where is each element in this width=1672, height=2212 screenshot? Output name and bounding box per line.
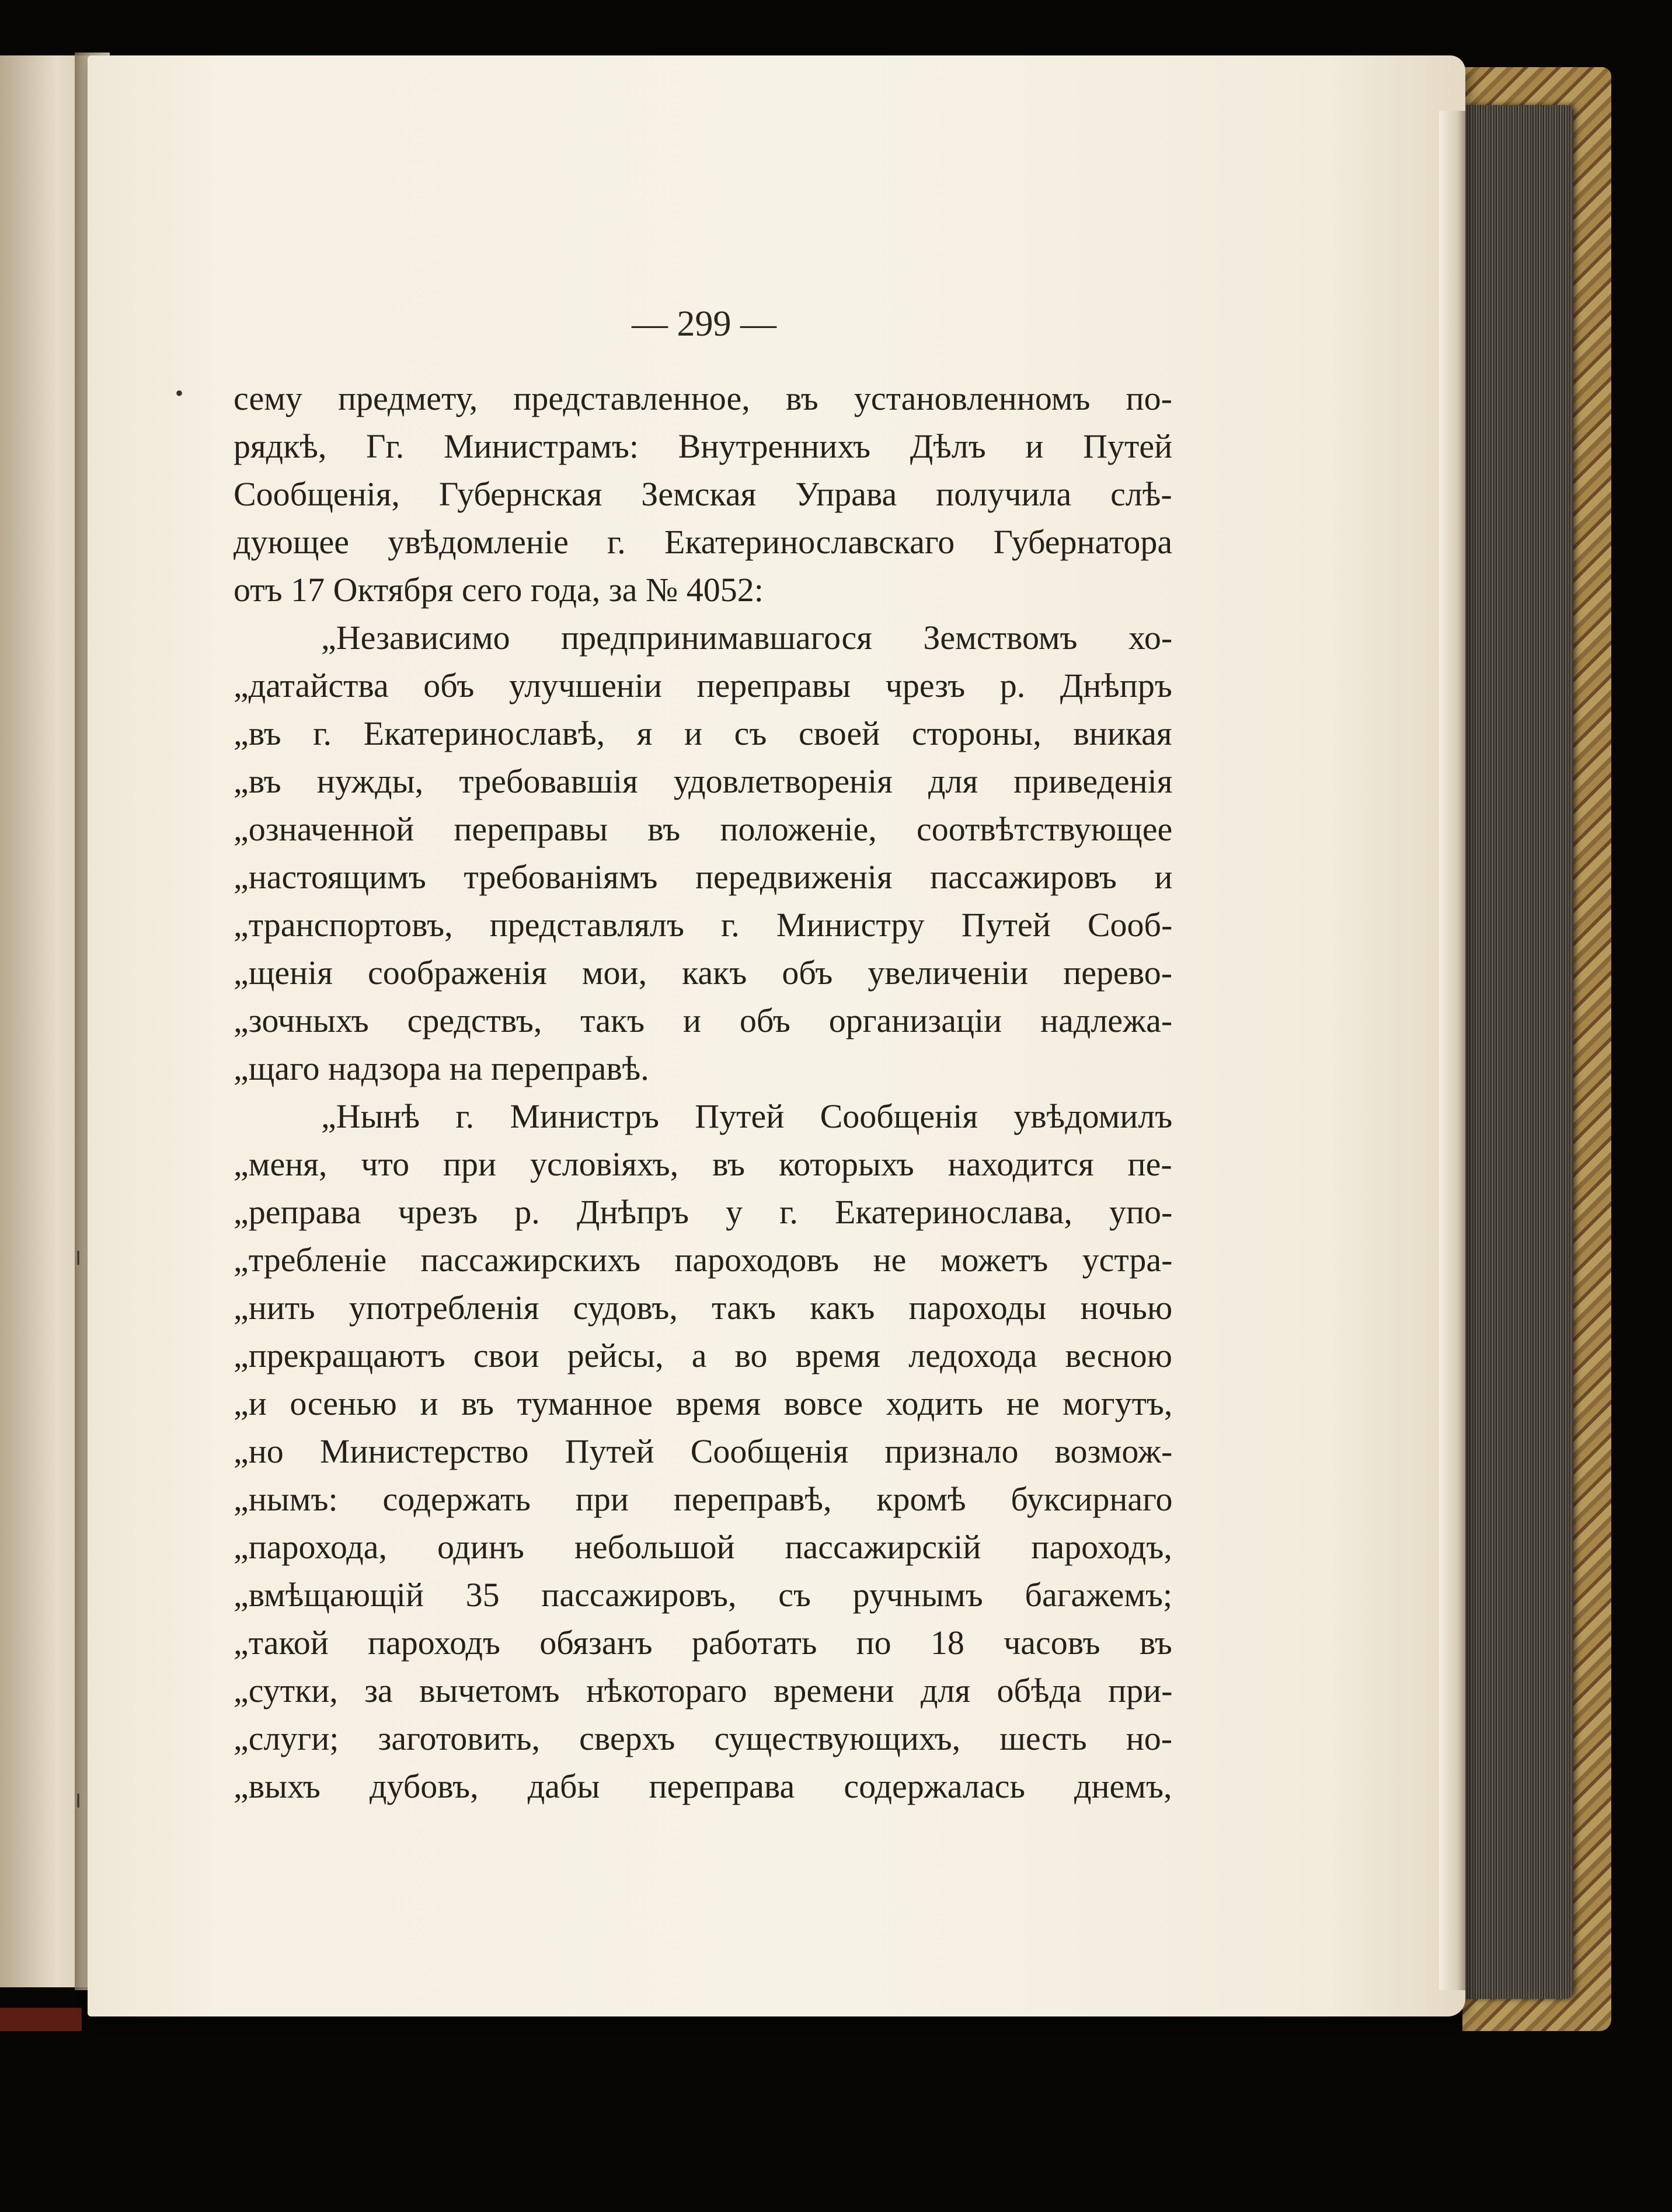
text-line: „щаго надзора на переправѣ. [234, 1049, 649, 1087]
margin-tick: ╷ [71, 1781, 86, 1807]
text-line: „въ нужды, требовавшія удовлетворенія для приведенія [234, 762, 1173, 800]
text-line: „нымъ: содержать при переправѣ, кромѣ буксирнаго [234, 1480, 1173, 1518]
text-line: „сутки, за вычетомъ нѣкотораго времени для обѣда при- [234, 1672, 1173, 1709]
text-line: „но Министерство Путей Сообщенія признало возмож- [234, 1432, 1173, 1470]
page-number: — 299 — [632, 304, 776, 344]
margin-tick: ╷ [71, 1238, 86, 1264]
text-line: „меня, что при условіяхъ, въ которыхъ находится пе- [234, 1145, 1172, 1183]
text-line: „вмѣщающій 35 пассажировъ, съ ручнымъ багажемъ; [234, 1576, 1173, 1614]
text-line: „щенія соображенія мои, какъ объ увеличеніи перево- [234, 954, 1173, 992]
text-line: „Независимо предпринимавшагося Земствомъ хо- [321, 619, 1173, 657]
book-spine [0, 2008, 82, 2031]
text-line: рядкѣ, Гг. Министрамъ: Внутреннихъ Дѣлъ и Путей [234, 427, 1173, 465]
text-line: сему предмету, представленное, въ установленномъ по- [234, 379, 1172, 417]
text-line: „Нынѣ г. Министръ Путей Сообщенія увѣдомилъ [321, 1097, 1173, 1135]
text-line: „требленіе пассажирскихъ пароходовъ не можетъ устра- [234, 1241, 1173, 1279]
text-line: „нить употребленія судовъ, такъ какъ пароходы ночью [234, 1289, 1173, 1327]
text-line: „такой пароходъ обязанъ работать по 18 часовъ въ [234, 1624, 1172, 1662]
text-line: дующее увѣдомленіе г. Екатеринославскаго Губернатора [234, 523, 1173, 561]
text-line: „парохода, одинъ небольшой пассажирскій пароходъ, [234, 1528, 1172, 1566]
page-edge [1439, 111, 1465, 1990]
text-line: „слуги; заготовить, сверхъ существующихъ, шесть но- [234, 1719, 1173, 1757]
text-line: „прекращаютъ свои рейсы, а во время ледохода весною [234, 1337, 1172, 1374]
text-line: „въ г. Екатеринославѣ, я и съ своей стороны, вникая [234, 714, 1172, 752]
text-line: Сообщенія, Губернская Земская Управа получила слѣ- [234, 475, 1172, 513]
page-stack [1451, 105, 1573, 1999]
text-line: „настоящимъ требованіямъ передвиженія пассажировъ и [234, 858, 1173, 896]
margin-dot: • [175, 380, 184, 406]
text-line: „транспортовъ, представлялъ г. Министру Путей Сооб- [234, 906, 1173, 944]
text-line: „выхъ дубовъ, дабы переправа содержалась днемъ, [234, 1767, 1172, 1805]
text-line: „датайства объ улучшеніи переправы чрезъ р. Днѣпръ [234, 667, 1172, 704]
text-line: „означенной переправы въ положеніе, соотвѣтствующее [234, 810, 1173, 848]
text-line: „зочныхъ средствъ, такъ и объ организаціи надлежа- [234, 1002, 1173, 1039]
text-line: отъ 17 Октября сего года, за № 4052: [234, 571, 764, 609]
text-line: „реправа чрезъ р. Днѣпръ у г. Екатеринослава, упо- [234, 1193, 1173, 1231]
text-line: „и осенью и въ туманное время вовсе ходить не могутъ, [234, 1384, 1173, 1422]
